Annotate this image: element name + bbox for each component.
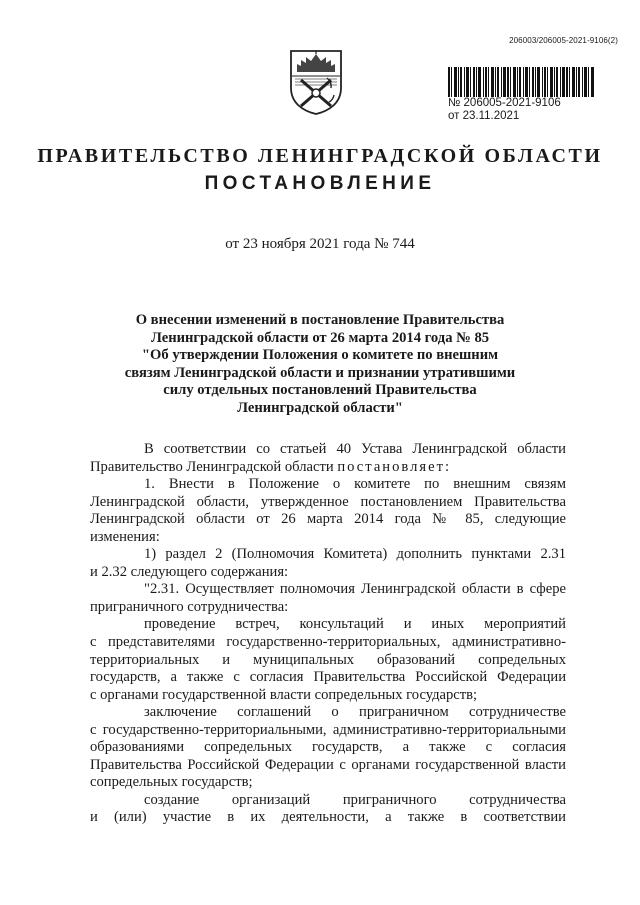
body-line: изменения: <box>90 528 160 545</box>
body-line: Правительства Российской Федерации с органами государственной власти <box>90 756 566 773</box>
body-line: с представителями государственно-территориальных, административно- <box>90 634 566 651</box>
body-line: "2.31. Осуществляет полномочия Ленинградской области в сфере <box>144 581 566 598</box>
registration-date: от 23.11.2021 <box>448 110 520 122</box>
subject-line: силу отдельных постановлений Правительства <box>163 382 477 398</box>
registration-number: № 206005-2021-9106 <box>448 97 561 109</box>
body-line <box>90 459 566 477</box>
document-type: ПОСТАНОВЛЕНИЕ <box>204 173 436 194</box>
subject-line: связям Ленинградской области и признании утратившими <box>124 364 516 381</box>
body-line: и (или) участие в их деятельности, а также в соответствии <box>90 809 566 826</box>
body-line: 1) раздел 2 (Полномочия Комитета) дополнить пунктами 2.31 <box>144 546 566 563</box>
body-line: сопредельных государств; <box>90 774 253 791</box>
body-line: приграничного сотрудничества: <box>90 598 289 615</box>
body-text-fragment: Правительство Ленинградской области <box>90 458 334 475</box>
body-line: территориальных и муниципальных образований сопредельных <box>90 651 566 668</box>
body-line: 1. Внести в Положение о комитете по внешним связям <box>144 476 566 493</box>
body-line: Ленинградской области от 26 марта 2014 года № 85, следующие <box>90 511 566 528</box>
body-line: Ленинградской области, утвержденное постановлением Правительства <box>90 493 566 510</box>
body-line: и 2.32 следующего содержания: <box>90 563 289 580</box>
barcode-icon <box>448 67 594 97</box>
body-line: образованиями сопредельных государств, а также с согласия <box>90 739 566 756</box>
resolution-subject <box>110 312 530 417</box>
body-line: государств, а также с согласия Правительства Российской Федерации <box>90 669 566 686</box>
subject-line: О внесении изменений в постановление Правительства <box>135 312 505 328</box>
body-line: с органами государственной власти сопредельных государств; <box>90 686 478 703</box>
decree-word: постановляет: <box>337 458 452 475</box>
subject-line: Ленинградской области от 26 марта 2014 года № 85 <box>150 329 490 346</box>
body-line: проведение встреч, консультаций и иных мероприятий <box>144 616 566 633</box>
subject-line: "Об утверждении Положения о комитете по внешним <box>141 347 499 363</box>
body-line: создание организаций приграничного сотрудничества <box>144 791 566 808</box>
body-line: В соответствии со статьей 40 Устава Ленинградской области <box>144 441 566 457</box>
resolution-body <box>90 441 566 827</box>
subject-line: Ленинградской области" <box>237 399 403 416</box>
leningrad-oblast-coat-of-arms-icon <box>287 48 345 116</box>
resolution-date-number: от 23 ноября 2021 года № 744 <box>225 236 415 252</box>
government-title: ПРАВИТЕЛЬСТВО ЛЕНИНГРАДСКОЙ ОБЛАСТИ <box>37 145 603 167</box>
body-line: с государственно-территориальными, административно-территориальными <box>90 721 566 738</box>
document-code: 206003/206005-2021-9106(2) <box>509 36 618 45</box>
registration-block <box>448 67 598 123</box>
body-line: заключение соглашений о приграничном сотрудничестве <box>144 704 566 721</box>
